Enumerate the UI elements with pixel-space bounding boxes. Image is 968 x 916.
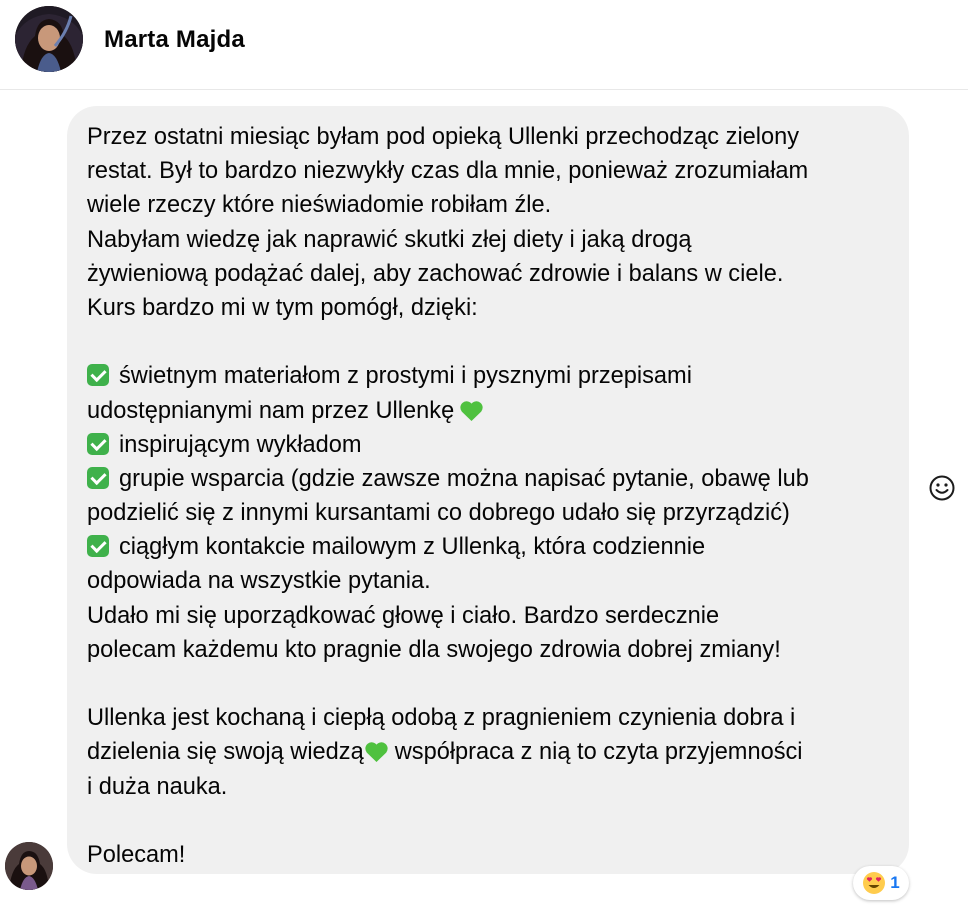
message-line-text: odpowiada na wszystkie pytania.	[87, 568, 431, 595]
message-line	[87, 633, 889, 667]
message-line-text: świetnym materiałom z prostymi i pysznymi przepisami	[119, 363, 692, 390]
message-blank-line	[87, 325, 889, 359]
contact-name[interactable]: Marta Majda	[104, 26, 245, 53]
message-line	[87, 291, 889, 325]
reaction-badge[interactable]	[853, 866, 909, 900]
smiley-react-icon[interactable]	[928, 474, 956, 502]
message-line	[87, 701, 889, 735]
profile-photo-icon	[15, 6, 83, 72]
profile-photo-icon	[5, 842, 53, 890]
message-line-text: polecam każdemu kto pragnie dla swojego zdrowia dobrej zmiany!	[87, 636, 781, 663]
message-line	[87, 770, 889, 804]
check-mark-icon	[87, 535, 109, 557]
message-line	[87, 359, 889, 393]
message-line-text: dzielenia się swoją wiedzą	[87, 739, 364, 766]
message-line	[87, 564, 889, 598]
message-line-text: podzielić się z innymi kursantami co dobrego udało się przyrządzić)	[87, 500, 790, 527]
message-line	[87, 223, 889, 257]
message-line-text: żywieniową podążać dalej, aby zachować zdrowie i balans w ciele.	[87, 260, 784, 287]
message-line-text: wiele rzeczy które nieświadomie robiłam źle.	[87, 192, 552, 219]
message-line-text: inspirującym wykładom	[119, 431, 362, 458]
sender-avatar[interactable]	[5, 842, 53, 890]
check-mark-icon	[87, 433, 109, 455]
green-heart-icon	[459, 400, 484, 422]
reaction-count: 1	[890, 873, 900, 892]
message-line	[87, 428, 889, 462]
message-line	[87, 154, 889, 188]
green-heart-icon	[364, 741, 389, 763]
check-mark-icon	[87, 364, 109, 386]
message-line-text: udostępnianymi nam przez Ullenkę	[87, 397, 455, 424]
message-bubble[interactable]	[67, 106, 909, 874]
message-line-text: ciągłym kontakcie mailowym z Ullenką, która codziennie	[119, 534, 706, 561]
message-line-text: Udało mi się uporządkować głowę i ciało. Bardzo serdecznie	[87, 602, 720, 629]
message-line	[87, 599, 889, 633]
conversation-header	[0, 0, 968, 90]
message-line	[87, 838, 889, 872]
message-line-text: restat. Był to bardzo niezwykły czas dla mnie, ponieważ zrozumiałam	[87, 158, 809, 185]
message-line	[87, 496, 889, 530]
message-line-text: Ullenka jest kochaną i ciepłą odobą z pragnieniem czynienia dobra i	[87, 705, 796, 732]
message-line-text: Polecam!	[87, 841, 186, 868]
message-line-text: grupie wsparcia (gdzie zawsze można napisać pytanie, obawę lub	[119, 465, 809, 492]
message-line-text: Kurs bardzo mi w tym pomógł, dzięki:	[87, 294, 478, 321]
message-line	[87, 530, 889, 564]
message-line-text: Nabyłam wiedzę jak naprawić skutki złej diety i jaką drogą	[87, 226, 692, 253]
message-line-text: Przez ostatni miesiąc byłam pod opieką Ullenki przechodząc zielony	[87, 124, 800, 150]
message-line	[87, 394, 889, 428]
heart-eyes-emoji-icon	[862, 871, 886, 895]
message-line	[87, 257, 889, 291]
message-line	[87, 462, 889, 496]
message-line	[87, 735, 889, 769]
profile-photo-avatar[interactable]	[15, 6, 83, 72]
message-blank-line	[87, 667, 889, 701]
check-mark-icon	[87, 467, 109, 489]
message-line-text: współpraca z nią to czyta przyjemności	[394, 739, 803, 766]
message-line	[87, 120, 889, 154]
message-line-text: i duża nauka.	[87, 773, 228, 800]
message-blank-line	[87, 804, 889, 838]
message-line	[87, 188, 889, 222]
